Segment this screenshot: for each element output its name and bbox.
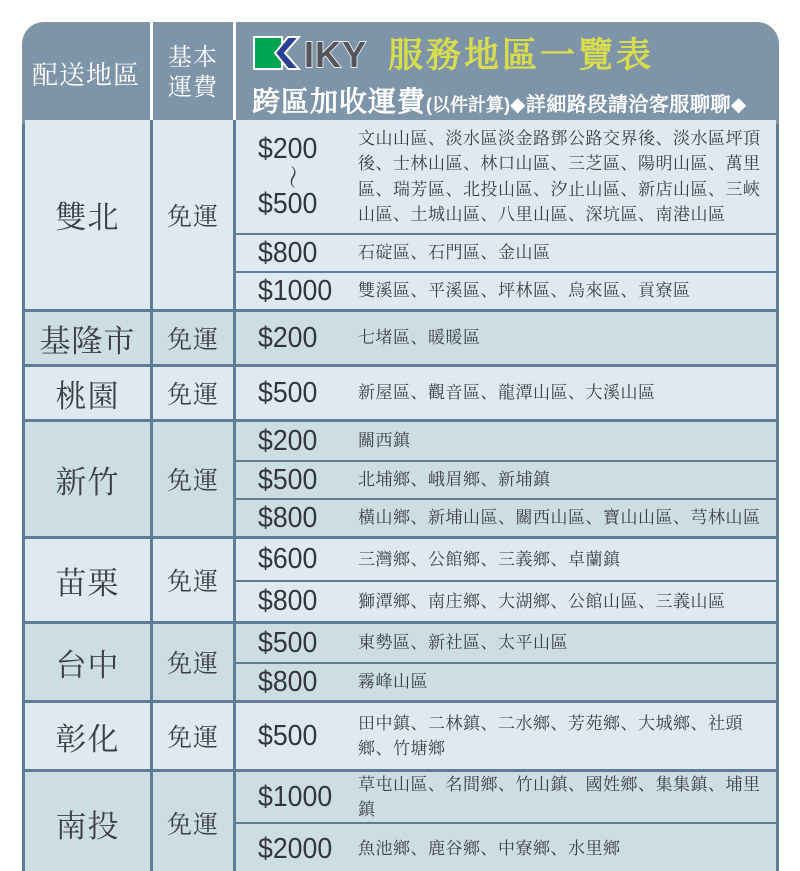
fee-rows [236, 703, 776, 769]
header-base-fee [153, 22, 233, 124]
fee-price-value: $2000 [258, 832, 333, 865]
fee-price-value: $200 [258, 424, 318, 457]
fee-row [236, 624, 776, 662]
fee-rows [236, 422, 776, 536]
fee-price [236, 627, 354, 660]
base-fee-value: 免運 [153, 703, 233, 769]
fee-row [236, 271, 776, 309]
fee-areas: 北埔鄉、峨眉鄉、新埔鎮 [358, 470, 551, 490]
fee-row [236, 312, 776, 364]
kiky-logo-letters: IKY [304, 34, 368, 72]
fee-areas: 草屯山區、名間鄉、竹山鎮、國姓鄉、集集鎮、埔里鎮 [358, 774, 761, 819]
fee-price [236, 377, 354, 410]
fee-price-value: $800 [258, 236, 318, 269]
fee-areas: 雙溪區、平溪區、坪林區、烏來區、貢寮區 [358, 281, 691, 301]
region-name: 苗栗 [25, 539, 150, 621]
fee-row [236, 422, 776, 460]
fee-price [236, 425, 354, 458]
surcharge-title: 跨區加收運費 [252, 86, 427, 117]
base-fee-value: 免運 [153, 120, 233, 309]
fee-price [236, 585, 354, 618]
fee-price-from: $200 [258, 132, 318, 165]
fee-areas: 東勢區、新社區、太平山區 [358, 633, 568, 653]
fee-price-value: $800 [258, 665, 318, 698]
fee-price [236, 275, 354, 308]
header-title-cell [236, 22, 779, 124]
fee-row [236, 580, 776, 621]
fee-rows [236, 624, 776, 700]
fee-row [236, 120, 776, 233]
header-delivery-area: 配送地區 [22, 22, 150, 124]
fee-row [236, 367, 776, 419]
header-base-fee-label: 基本 運費 [168, 44, 218, 101]
fee-price-to: $500 [258, 187, 318, 220]
shipping-fee-table [22, 22, 779, 871]
fee-row [236, 498, 776, 536]
fee-areas: 石碇區、石門區、金山區 [358, 243, 551, 263]
fee-row [236, 662, 776, 700]
base-fee-value: 免運 [153, 772, 233, 871]
region-group [25, 422, 776, 536]
region-group [25, 703, 776, 769]
fee-price [236, 543, 354, 576]
region-group [25, 120, 776, 309]
fee-row [236, 822, 776, 871]
surcharge-subtitle [252, 80, 747, 120]
fee-areas: 文山山區、淡水區淡金路鄧公路交界後、淡水區坪頂後、士林山區、林口山區、三芝區、陽明山區、萬里區、瑞芳區、北投山區、汐止山區、新店山區、三峽山區、土城山區、八里山區、深坑區、南港山區 [358, 128, 761, 224]
fee-price-range [258, 133, 354, 221]
fee-areas: 關西鎮 [358, 431, 411, 451]
fee-row [236, 460, 776, 498]
fee-areas: 三灣鄉、公館鄉、三義鄉、卓蘭鎮 [358, 549, 621, 569]
fee-rows [236, 120, 776, 309]
fee-price-value: $1000 [258, 780, 333, 813]
table-body [22, 120, 779, 871]
region-group [25, 312, 776, 364]
fee-price-value: $500 [258, 463, 318, 496]
fee-price [236, 781, 354, 814]
fee-areas: 新屋區、觀音區、龍潭山區、大溪山區 [358, 383, 656, 403]
region-group [25, 772, 776, 871]
range-wave-icon: 〜 [278, 164, 305, 189]
table-title: 服務地區一覽表 [388, 36, 655, 75]
fee-rows [236, 367, 776, 419]
region-name: 台中 [25, 624, 150, 700]
fee-price [236, 133, 354, 221]
kiky-logo-icon [252, 34, 374, 72]
region-group [25, 367, 776, 419]
fee-price [236, 666, 354, 699]
region-name: 桃園 [25, 367, 150, 419]
fee-row [236, 772, 776, 822]
fee-price-value: $500 [258, 626, 318, 659]
surcharge-note: ◆詳細路段請洽客服聊聊◆ [510, 94, 747, 116]
fee-price-value: $800 [258, 501, 318, 534]
fee-row [236, 539, 776, 580]
fee-row [236, 703, 776, 769]
brand-line [252, 28, 654, 78]
fee-price-value: $600 [258, 543, 318, 575]
fee-row [236, 233, 776, 271]
fee-price [236, 502, 354, 535]
fee-price [236, 464, 354, 497]
surcharge-unit: (以件計算) [426, 95, 511, 115]
fee-price [236, 720, 354, 753]
region-name: 南投 [25, 772, 150, 871]
fee-rows [236, 772, 776, 871]
region-name: 雙北 [25, 120, 150, 309]
fee-areas: 獅潭鄉、南庄鄉、大湖鄉、公館山區、三義山區 [358, 591, 726, 611]
fee-rows [236, 539, 776, 621]
fee-price-value: $200 [258, 321, 318, 354]
fee-price-value: $1000 [258, 274, 333, 307]
base-fee-value: 免運 [153, 539, 233, 621]
region-group [25, 539, 776, 621]
fee-areas: 霧峰山區 [358, 672, 428, 692]
base-fee-value: 免運 [153, 422, 233, 536]
fee-price [236, 833, 354, 866]
fee-price [236, 322, 354, 355]
base-fee-value: 免運 [153, 624, 233, 700]
fee-price-value: $500 [258, 719, 318, 752]
base-fee-value: 免運 [153, 312, 233, 364]
region-name: 基隆市 [25, 312, 150, 364]
fee-areas: 橫山鄉、新埔山區、關西山區、寶山山區、芎林山區 [358, 508, 761, 528]
region-name: 新竹 [25, 422, 150, 536]
region-group [25, 624, 776, 700]
fee-price-value: $800 [258, 585, 318, 617]
fee-areas: 魚池鄉、鹿谷鄉、中寮鄉、水里鄉 [358, 839, 621, 859]
fee-rows [236, 312, 776, 364]
fee-price [236, 237, 354, 270]
region-name: 彰化 [25, 703, 150, 769]
fee-areas: 田中鎮、二林鎮、二水鄉、芳苑鄉、大城鄉、社頭鄉、竹塘鄉 [358, 713, 743, 758]
base-fee-value: 免運 [153, 367, 233, 419]
table-header [22, 22, 779, 117]
fee-price-value: $500 [258, 376, 318, 409]
fee-areas: 七堵區、暖暖區 [358, 328, 481, 348]
